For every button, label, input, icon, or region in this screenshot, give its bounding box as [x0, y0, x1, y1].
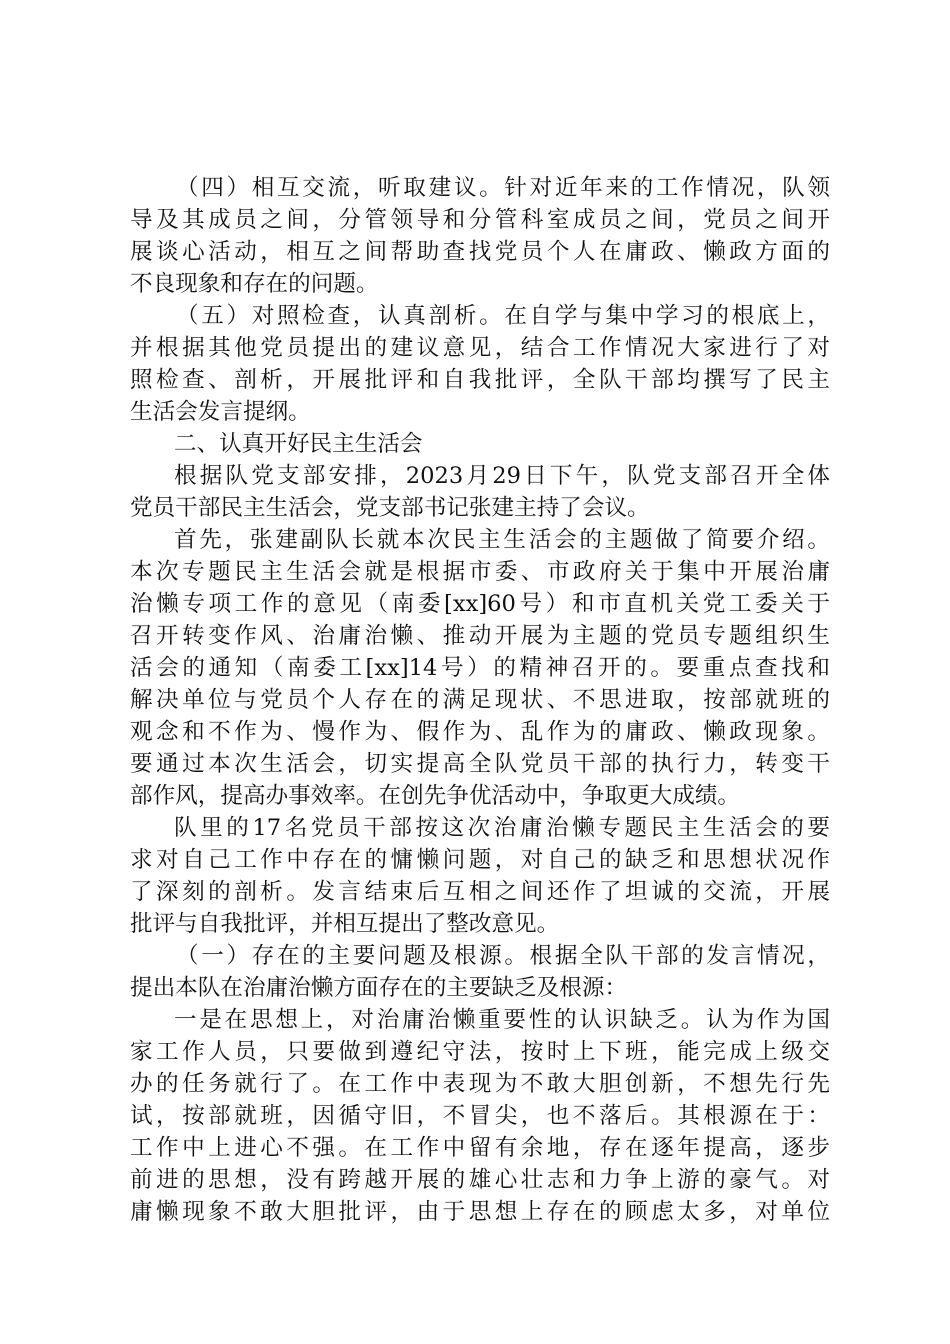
- text-line: 家工作人员，只要做到遵纪守法，按时上下班，能完成上级交: [130, 1039, 830, 1065]
- text-line: 提出本队在治庸治懒方面存在的主要缺乏及根源：: [130, 975, 628, 1001]
- text-line: （四）相互交流，听取建议。针对近年来的工作情况，队领: [176, 175, 830, 201]
- text-line: 活会的通知（南委工[xx]14号）的精神召开的。要重点查找和: [130, 655, 830, 681]
- text-line: 治懒专项工作的意见（南委[xx]60号）和市直机关党工委关于: [130, 591, 830, 617]
- text-line: 观念和不作为、慢作为、假作为、乱作为的庸政、懒政现象。: [130, 719, 830, 745]
- text-line: 求对自己工作中存在的慵懒问题，对自己的缺乏和思想状况作: [130, 847, 830, 873]
- text-line: 本次专题民主生活会就是根据市委、市政府关于集中开展治庸: [130, 559, 830, 585]
- text-line: 导及其成员之间，分管领导和分管科室成员之间，党员之间开: [130, 207, 830, 233]
- text-line: 了深刻的剖析。发言结束后互相之间还作了坦诚的交流，开展: [130, 879, 830, 905]
- text-line: 办的任务就行了。在工作中表现为不敢大胆创新，不想先行先: [130, 1071, 830, 1097]
- text-line: 前进的思想，没有跨越开展的雄心壮志和力争上游的豪气。对: [130, 1167, 830, 1193]
- text-line: 首先，张建副队长就本次民主生活会的主题做了简要介绍。: [174, 527, 830, 553]
- text-line: 工作中上进心不强。在工作中留有余地，存在逐年提高，逐步: [130, 1135, 830, 1161]
- text-line: 展谈心活动，相互之间帮助查找党员个人在庸政、懒政方面的: [130, 239, 830, 265]
- text-line: 队里的17名党员干部按这次治庸治懒专题民主生活会的要: [174, 815, 830, 841]
- text-line: 并根据其他党员提出的建议意见，结合工作情况大家进行了对: [130, 335, 830, 361]
- text-line: 一是在思想上，对治庸治懒重要性的认识缺乏。认为作为国: [174, 1007, 830, 1033]
- text-line: 试，按部就班，因循守旧，不冒尖，也不落后。其根源在于：: [130, 1103, 830, 1129]
- document-body: [130, 172, 830, 1228]
- text-line: 生活会发言提纲。: [130, 399, 311, 425]
- text-line: 解决单位与党员个人存在的满足现状、不思进取，按部就班的: [130, 687, 830, 713]
- text-line: 庸懒现象不敢大胆批评，由于思想上存在的顾虑太多，对单位: [130, 1199, 830, 1225]
- text-line: （一）存在的主要问题及根源。根据全队干部的发言情况，: [176, 943, 830, 969]
- text-line: 要通过本次生活会，切实提高全队党员干部的执行力，转变干: [130, 751, 830, 777]
- text-line: 党员干部民主生活会，党支部书记张建主持了会议。: [130, 495, 650, 521]
- text-line: 根据队党支部安排，2023月29日下午，队党支部召开全体: [174, 463, 830, 489]
- text-line: 部作风，提高办事效率。在创先争优活动中，争取更大成绩。: [130, 783, 741, 809]
- text-line: 批评与自我批评，并相互提出了整改意见。: [130, 911, 560, 937]
- section-heading: 二、认真开好民主生活会: [174, 431, 423, 457]
- text-line: 照检查、剖析，开展批评和自我批评，全队干部均撰写了民主: [130, 367, 830, 393]
- text-line: （五）对照检查，认真剖析。在自学与集中学习的根底上，: [176, 303, 830, 329]
- text-line: 召开转变作风、治庸治懒、推动开展为主题的党员专题组织生: [130, 623, 830, 649]
- text-line: 不良现象和存在的问题。: [130, 271, 379, 297]
